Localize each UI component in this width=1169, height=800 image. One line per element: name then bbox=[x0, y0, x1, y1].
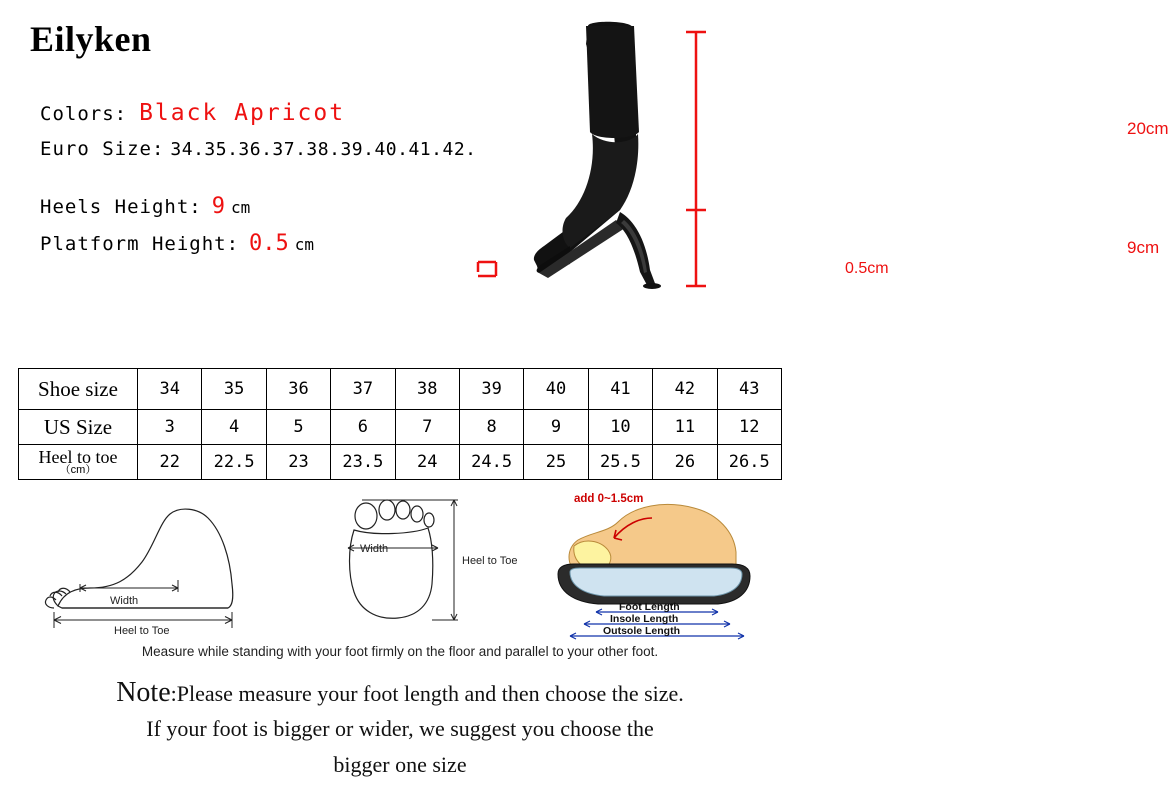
platform-height-callout: 0.5cm bbox=[845, 260, 889, 277]
spec-row-heels-height bbox=[40, 194, 440, 219]
cell-shoe-size-0: 34 bbox=[138, 369, 202, 410]
measure-instruction: Measure while standing with your foot firmly on the floor and parallel to your other foot. bbox=[141, 644, 659, 659]
colors-value: Black Apricot bbox=[139, 100, 346, 126]
cell-us-size-5: 8 bbox=[459, 410, 523, 445]
heels-height-label: Heels Height: bbox=[40, 196, 202, 218]
spec-row-colors bbox=[40, 100, 440, 126]
spec-row-euro-size bbox=[40, 138, 477, 160]
cell-us-size-6: 9 bbox=[524, 410, 588, 445]
cell-heel-to-toe-0: 22 bbox=[138, 445, 202, 480]
spec-spacer bbox=[40, 172, 440, 194]
cell-shoe-size-7: 41 bbox=[588, 369, 652, 410]
row-header-heel-to-toe-main: Heel to toe bbox=[38, 447, 118, 467]
cell-heel-to-toe-7: 25.5 bbox=[588, 445, 652, 480]
heels-height-unit: cm bbox=[230, 198, 251, 217]
side-foot-diagram bbox=[45, 509, 232, 628]
shaft-height-label: 20cm bbox=[1127, 119, 1169, 138]
top-width-label: Width bbox=[360, 543, 389, 555]
cell-heel-to-toe-3: 23.5 bbox=[331, 445, 395, 480]
cell-heel-to-toe-5: 24.5 bbox=[459, 445, 523, 480]
note-line-1-text: :Please measure your foot length and then choose the size. bbox=[170, 681, 684, 706]
table-row-shoe-size bbox=[19, 369, 782, 410]
note-line-1 bbox=[0, 676, 800, 711]
outsole-length-label: Outsole Length bbox=[603, 625, 680, 637]
note-line-3: bigger one size bbox=[333, 752, 467, 777]
cell-shoe-size-8: 42 bbox=[653, 369, 717, 410]
measurement-diagrams bbox=[18, 488, 782, 640]
euro-size-value: 34.35.36.37.38.39.40.41.42. bbox=[170, 139, 477, 160]
cell-heel-to-toe-9: 26.5 bbox=[717, 445, 781, 480]
cell-us-size-2: 5 bbox=[266, 410, 330, 445]
heel-height-label: 9cm bbox=[1127, 238, 1160, 257]
row-header-heel-to-toe bbox=[19, 445, 138, 480]
side-heel-to-toe-label: Heel to Toe bbox=[114, 625, 170, 637]
heels-height-value: 9 bbox=[211, 194, 225, 219]
colors-label: Colors: bbox=[40, 103, 128, 125]
insole-length-label: Insole Length bbox=[610, 613, 679, 625]
cell-heel-to-toe-6: 25 bbox=[524, 445, 588, 480]
euro-size-label: Euro Size: bbox=[40, 138, 165, 160]
brand-title: Eilyken bbox=[30, 19, 152, 59]
platform-height-label: Platform Height: bbox=[40, 233, 240, 255]
cell-heel-to-toe-8: 26 bbox=[653, 445, 717, 480]
foot-length-label: Foot Length bbox=[619, 601, 680, 613]
cell-us-size-7: 10 bbox=[588, 410, 652, 445]
note-keyword: Note bbox=[116, 677, 171, 708]
table-row-us-size bbox=[19, 410, 782, 445]
cell-heel-to-toe-2: 23 bbox=[266, 445, 330, 480]
cell-us-size-3: 6 bbox=[331, 410, 395, 445]
size-chart-table bbox=[18, 368, 782, 480]
cell-us-size-8: 11 bbox=[653, 410, 717, 445]
boot-illustration bbox=[420, 14, 780, 314]
cell-shoe-size-2: 36 bbox=[266, 369, 330, 410]
cell-us-size-9: 12 bbox=[717, 410, 781, 445]
top-foot-diagram bbox=[348, 500, 458, 620]
cell-shoe-size-1: 35 bbox=[202, 369, 266, 410]
cell-us-size-4: 7 bbox=[395, 410, 459, 445]
product-photo bbox=[420, 14, 1169, 314]
cell-heel-to-toe-1: 22.5 bbox=[202, 445, 266, 480]
cell-shoe-size-5: 39 bbox=[459, 369, 523, 410]
row-header-heel-to-toe-unit: （cm） bbox=[59, 464, 97, 476]
table-row-heel-to-toe bbox=[19, 445, 782, 480]
spec-row-platform-height bbox=[40, 231, 440, 256]
cell-shoe-size-9: 43 bbox=[717, 369, 781, 410]
side-width-label: Width bbox=[110, 595, 139, 607]
insole-add-label: add 0~1.5cm bbox=[574, 493, 644, 505]
size-note bbox=[0, 676, 800, 783]
platform-height-unit: cm bbox=[294, 235, 315, 254]
cell-us-size-1: 4 bbox=[202, 410, 266, 445]
cell-shoe-size-6: 40 bbox=[524, 369, 588, 410]
row-header-shoe-size: Shoe size bbox=[19, 369, 138, 410]
cell-shoe-size-4: 38 bbox=[395, 369, 459, 410]
spec-block bbox=[40, 100, 477, 268]
top-heel-to-toe-label: Heel to Toe bbox=[462, 555, 518, 567]
cell-heel-to-toe-4: 24 bbox=[395, 445, 459, 480]
note-line-2: If your foot is bigger or wider, we suggest you choose the bbox=[146, 716, 654, 741]
cell-shoe-size-3: 37 bbox=[331, 369, 395, 410]
diagram-svg bbox=[18, 488, 782, 640]
row-header-us-size: US Size bbox=[19, 410, 138, 445]
platform-height-value: 0.5 bbox=[249, 231, 289, 256]
cell-us-size-0: 3 bbox=[138, 410, 202, 445]
